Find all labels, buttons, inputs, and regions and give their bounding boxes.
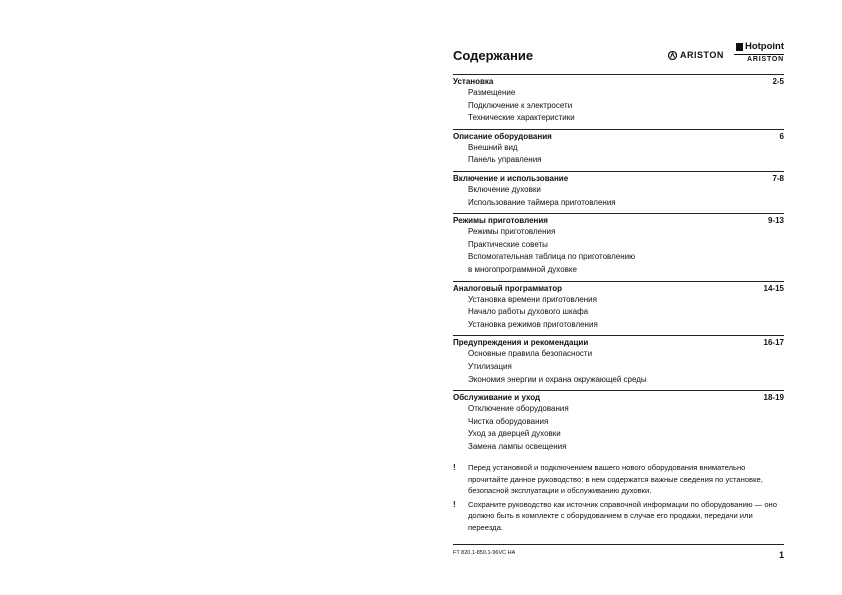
note	[453, 462, 784, 497]
toc-section-title: Включение и использование	[453, 173, 569, 183]
toc-section-header	[453, 283, 784, 294]
toc-section-header	[453, 76, 784, 87]
toc-item: Режимы приготовления	[468, 227, 556, 237]
toc-section-title: Режимы приготовления	[453, 216, 548, 226]
toc-item: Практические советы	[468, 239, 548, 249]
toc-item: Установка режимов приготовления	[468, 319, 598, 329]
toc-section	[453, 213, 784, 276]
toc-section-header	[453, 131, 784, 142]
toc-section-title: Аналоговый программатор	[453, 283, 562, 293]
toc-item: Утилизация	[468, 361, 512, 371]
toc-section	[453, 335, 784, 386]
toc-section-header	[453, 337, 784, 348]
toc-section-pages: 16-17	[763, 338, 784, 348]
toc-section-pages: 18-19	[763, 393, 784, 403]
toc-item: Использование таймера приготовления	[468, 197, 616, 207]
toc-item: Технические характеристики	[468, 113, 575, 123]
toc-item: Чистка оборудования	[468, 416, 549, 426]
ariston-mark-icon	[668, 51, 677, 60]
ariston-logo	[668, 50, 724, 60]
toc-section-pages: 9-13	[767, 216, 784, 226]
toc-section-title: Описание оборудования	[453, 131, 552, 141]
toc-section-pages: 2-5	[772, 77, 784, 86]
toc-section-title: Установка	[453, 77, 494, 86]
toc-item: Основные правила безопасности	[468, 349, 593, 359]
toc-item: Подключение к электросети	[468, 100, 573, 110]
hotpoint-logo-text: Hotpoint	[744, 41, 784, 52]
toc-section	[453, 390, 784, 453]
toc-section	[453, 129, 784, 167]
note-text: Перед установкой и подключением вашего нового оборудования внимательно прочитайте данное руководство: в нем содержатся важные сведения по установке, безопасной эксплуатации и обслуживанию духовки.	[468, 463, 763, 496]
hotpoint-square-icon	[736, 43, 743, 51]
toc-section	[453, 74, 784, 125]
toc-section-pages: 7-8	[772, 173, 784, 183]
page-number: 1	[778, 550, 784, 560]
toc-item: Установка времени приготовления	[468, 294, 597, 304]
notes	[453, 462, 784, 536]
toc-item: Панель управления	[468, 155, 542, 165]
manual-page	[453, 0, 784, 595]
note-text: Сохраните руководство как источник справочной информации по оборудованию — оно должно быть в комплекте с оборудованием в случае его продажи, передачи или переезда.	[468, 499, 777, 532]
page-title: Содержание	[453, 48, 534, 63]
toc-item: Внешний вид	[468, 142, 518, 152]
note	[453, 499, 784, 534]
table-of-contents	[453, 74, 784, 457]
document-code: FT 820.1-850.1-96VC HA	[453, 550, 516, 556]
warning-mark-icon: !	[453, 463, 456, 472]
toc-section-pages: 14-15	[763, 283, 784, 293]
page-footer	[453, 544, 784, 565]
toc-section-header	[453, 215, 784, 226]
warning-mark-icon: !	[453, 499, 456, 509]
toc-section	[453, 281, 784, 332]
toc-item: Вспомогательная таблица по приготовлению	[468, 252, 636, 262]
toc-section	[453, 171, 784, 209]
toc-section-title: Предупреждения и рекомендации	[453, 338, 589, 348]
toc-item: Размещение	[468, 88, 516, 97]
toc-item: Отключение оборудования	[468, 404, 569, 414]
toc-item: Уход за дверцей духовки	[468, 429, 561, 439]
toc-item: Экономия энергии и охрана окружающей среды	[468, 374, 647, 384]
hotpoint-ariston-logo	[734, 41, 784, 63]
ariston-logo-text: ARISTON	[680, 50, 724, 60]
toc-section-pages: 6	[779, 131, 784, 141]
toc-item: Включение духовки	[468, 184, 541, 194]
toc-section-title: Обслуживание и уход	[453, 393, 541, 403]
page-header	[453, 40, 784, 72]
toc-item: в многопрограммной духовке	[468, 264, 577, 274]
toc-section-header	[453, 173, 784, 184]
toc-item: Замена лампы освещения	[468, 441, 567, 451]
hotpoint-logo-subtext: ARISTON	[734, 54, 784, 63]
toc-item: Начало работы духового шкафа	[468, 307, 589, 317]
toc-section-header	[453, 392, 784, 403]
